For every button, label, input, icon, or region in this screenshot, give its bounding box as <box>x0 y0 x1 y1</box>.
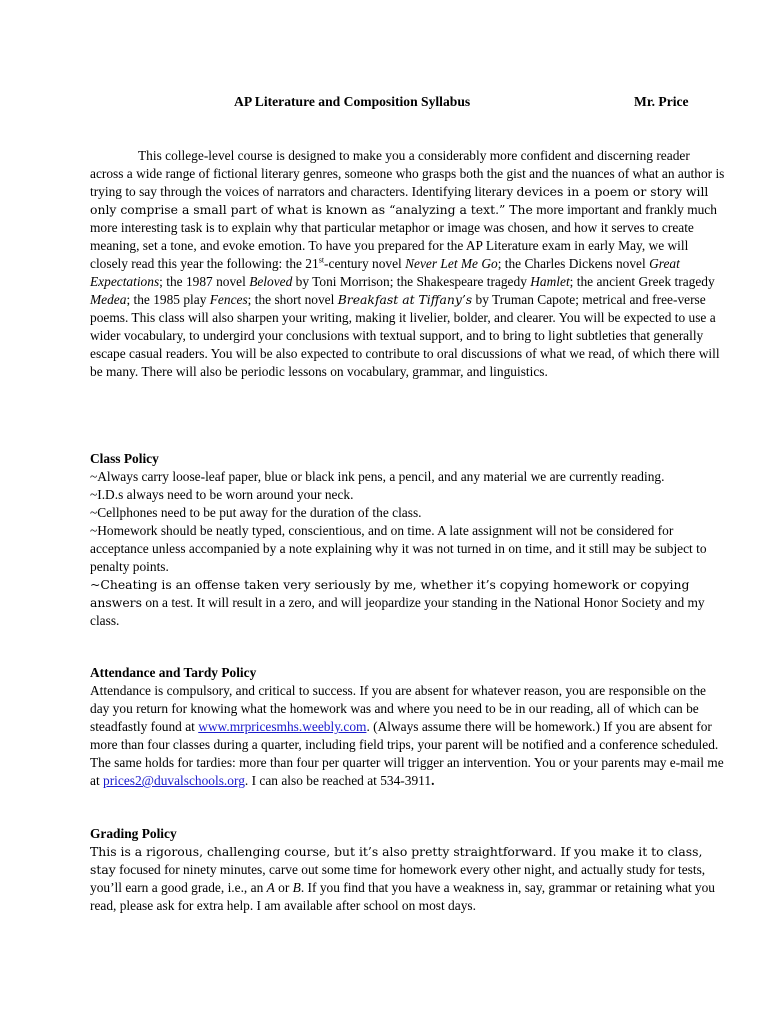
attendance-text: . I can also be reached at 534-3911 <box>244 773 432 788</box>
intro-text: ; the Charles Dickens novel <box>497 256 650 271</box>
intro-text: ; the ancient Greek tragedy <box>569 274 715 289</box>
grading-text: . If you find that you have a weakness in, say, grammar or retaining what you read, please ask for extra help. I am available after school on most days. <box>90 880 715 913</box>
attendance-section <box>90 664 726 790</box>
book-title: Medea <box>90 292 127 307</box>
page-title: AP Literature and Composition Syllabus <box>234 94 471 109</box>
attendance-heading: Attendance and Tardy Policy <box>90 665 257 680</box>
intro-text: -century novel <box>324 256 406 271</box>
policy-item <box>90 576 726 630</box>
grade-letter: B <box>292 880 301 895</box>
policy-item: ~Always carry loose-leaf paper, blue or black ink pens, a pencil, and any material we are currently reading. <box>90 469 665 484</box>
attendance-text: Attendance is compulsory, and critical to success. If you are absent for whatever reason, you are responsible on the day you return for knowing what the homework was and where you need to be in our reading, all of which can be steadfastly found at <box>90 683 707 734</box>
intro-paragraph <box>90 147 726 381</box>
book-title: Beloved <box>249 274 293 289</box>
intro-text: devices in a poem or story will only comprise a small part of what is known as “analyzing a text.” The <box>90 184 709 217</box>
intro-text: This college-level course is designed to make you a considerably more confident and discerning reader across a wide range of fictional literary genres, someone who grasps both the gist and the nuances of what an author is trying to say through the voices of narrators and characters. Identifying literary <box>90 148 725 199</box>
policy-item: ~Homework should be neatly typed, conscientious, and on time. A late assignment will not be considered for acceptance unless accompanied by a note explaining why it was not turned in on time, and it still may be subject to penalty points. <box>90 523 707 574</box>
class-policy-section <box>90 450 726 630</box>
book-title: Fences <box>209 292 248 307</box>
grading-paragraph <box>90 843 726 915</box>
class-policy-heading: Class Policy <box>90 451 159 466</box>
ordinal-superscript: st <box>318 255 325 265</box>
policy-item-text: ~Cheating is an offense taken very seriously by me, whether it’s copying homework or copying answers <box>90 577 690 610</box>
grade-letter: A <box>266 880 275 895</box>
intro-text: ; the 1985 play <box>126 292 210 307</box>
intro-text: by Truman Capote; metrical and free-verse poems. This class will also sharpen your writing, making it livelier, bolder, and clearer. You will be expected to use a wider vocabulary, to undergird your conclusions with textual support, and to bring to light subtleties that generally escape casual readers. You will be also expected to contribute to oral discussions of what we read, of which there will be many. There will also be periodic lessons on vocabulary, grammar, and linguistics. <box>90 292 720 379</box>
grading-text: This is a rigorous, challenging course, but it’s also pretty straightforward. If you make it to class, stay <box>90 844 703 877</box>
policy-item: ~I.D.s always need to be worn around your neck. <box>90 487 354 502</box>
book-title: Breakfast at Tiffany’s <box>337 292 473 307</box>
bold-period: . <box>431 773 435 788</box>
policy-item: ~Cellphones need to be put away for the duration of the class. <box>90 505 422 520</box>
book-title: Never Let Me Go <box>405 256 498 271</box>
email-link[interactable]: prices2@duvalschools.org <box>103 773 245 788</box>
intro-text: by Toni Morrison; the Shakespeare tragedy <box>292 274 531 289</box>
grading-heading: Grading Policy <box>90 826 177 841</box>
attendance-paragraph <box>90 682 726 790</box>
policy-item-text: on a test. It will result in a zero, and will jeopardize your standing in the National Honor Society and my class. <box>90 595 705 628</box>
intro-text: ; the 1987 novel <box>159 274 250 289</box>
attendance-text: . (Always assume there will be homework.) If you are absent for more than four classes during a quarter, including field trips, your parent will be notified and a conference scheduled. The same holds for tardies: more than four per quarter will trigger an intervention. You or your parents may e-mail me at <box>90 719 724 788</box>
grading-text: focused for ninety minutes, carve out some time for homework every other night, and actually study for tests, you’ll earn a good grade, i.e., an <box>90 862 706 895</box>
website-link[interactable]: www.mrpricesmhs.weebly.com <box>198 719 367 734</box>
intro-text: more important and frankly much more interesting task is to explain why that particular metaphor or image was chosen, and how it serves to create meaning, set a tone, and evoke emotion. To have you prepared for the AP Literature exam in early May, we will closely read this year the following: the 21 <box>90 202 717 271</box>
intro-text: ; the short novel <box>247 292 338 307</box>
grading-text: or <box>274 880 293 895</box>
grading-section <box>90 825 726 915</box>
teacher-name: Mr. Price <box>634 94 689 109</box>
book-title: Great Expectations <box>90 256 680 289</box>
book-title: Hamlet <box>530 274 570 289</box>
